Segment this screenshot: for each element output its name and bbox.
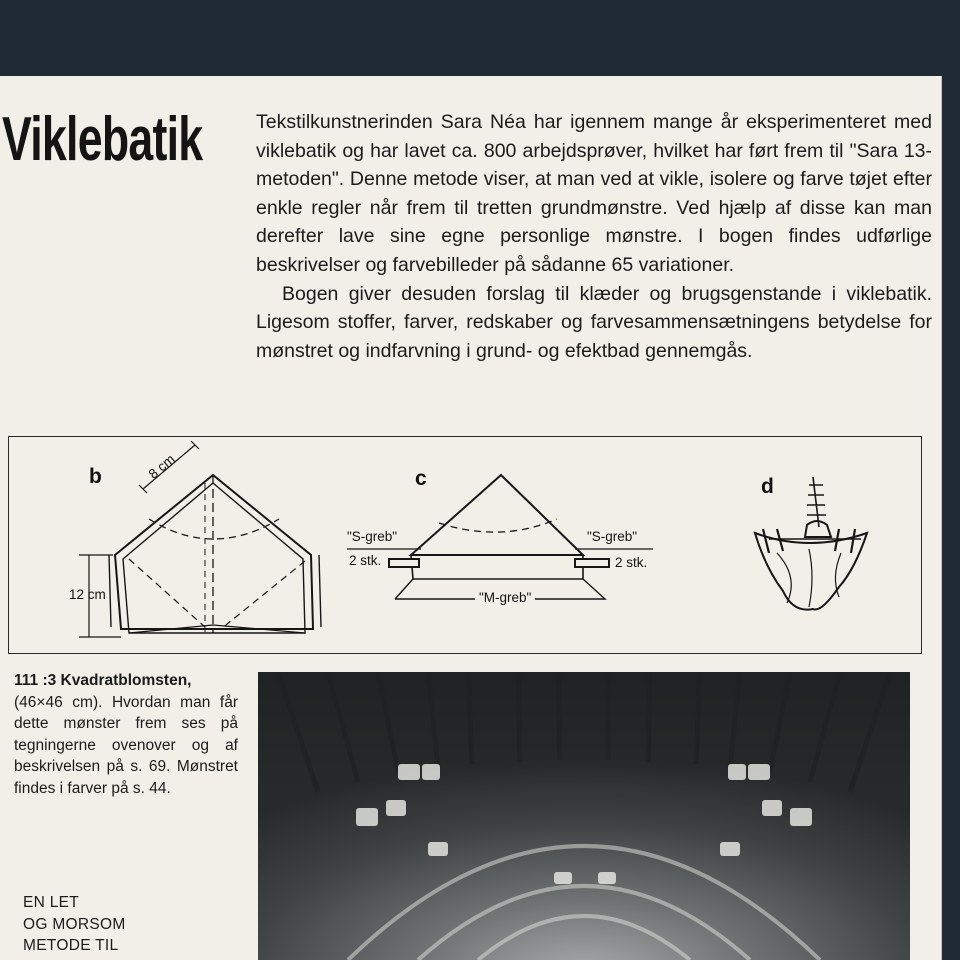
batik-pattern-image (258, 672, 910, 960)
figure-c-letter: c (415, 467, 427, 490)
figure-c-count-right: 2 stk. (615, 555, 648, 570)
figure-b-drawing (79, 441, 321, 637)
tagline-line-3: METODE TIL (23, 937, 119, 954)
intro-text (256, 108, 932, 365)
tagline-line-1: EN LET (23, 894, 80, 911)
figure-c-s-grip-left: "S-greb" (347, 529, 398, 544)
photo-caption (14, 670, 238, 799)
figure-b-letter: b (89, 465, 102, 488)
intro-paragraph-2: Bogen giver desuden forslag til klæder og brugsgenstande i viklebatik. Ligesom stoffer, farver, redskaber og farvesammensætningens betydelse for mønstret og indfarvning i grund- og efektbad gennemgås. (256, 282, 932, 362)
figure-c-count-left: 2 stk. (349, 553, 382, 568)
book-back-cover (0, 76, 942, 960)
instruction-figure-panel (8, 436, 922, 654)
page-title: Viklebatik (2, 105, 203, 174)
figure-b-side-measure: 12 cm (69, 587, 106, 602)
caption-body: (46×46 cm). Hvordan man får dette mønster frem ses på tegningerne ovenover og af beskrivelsen på s. 69. Mønstret findes i farver på s. 44. (14, 693, 238, 797)
figure-c-s-grip-right: "S-greb" (587, 529, 638, 544)
figure-b-top-measure: 8 cm (145, 451, 178, 482)
batik-pattern-photo (258, 672, 910, 960)
figure-c-m-grip: "M-greb" (475, 590, 535, 605)
intro-paragraph-1: Tekstilkunstnerinden Sara Néa har igennem mange år eksperimenteret med viklebatik og har lavet ca. 800 arbejdsprøver, hvilket har ført frem til "Sara 13-metoden". Denne metode viser, at man ved at vikle, isolere og farve tøjet efter enkle regler når frem til tretten grundmønstre. Ved hjælp af disse kan man derefter lave sine egne personlige mønstre. I bogen findes udførlige beskrivelser og farvebilleder på sådanne 65 variationer. (256, 111, 932, 276)
caption-heading: 111 :3 Kvadratblomsten, (14, 672, 192, 689)
tagline (23, 892, 243, 957)
figure-d-letter: d (761, 475, 774, 498)
tagline-line-2: OG MORSOM (23, 915, 126, 933)
